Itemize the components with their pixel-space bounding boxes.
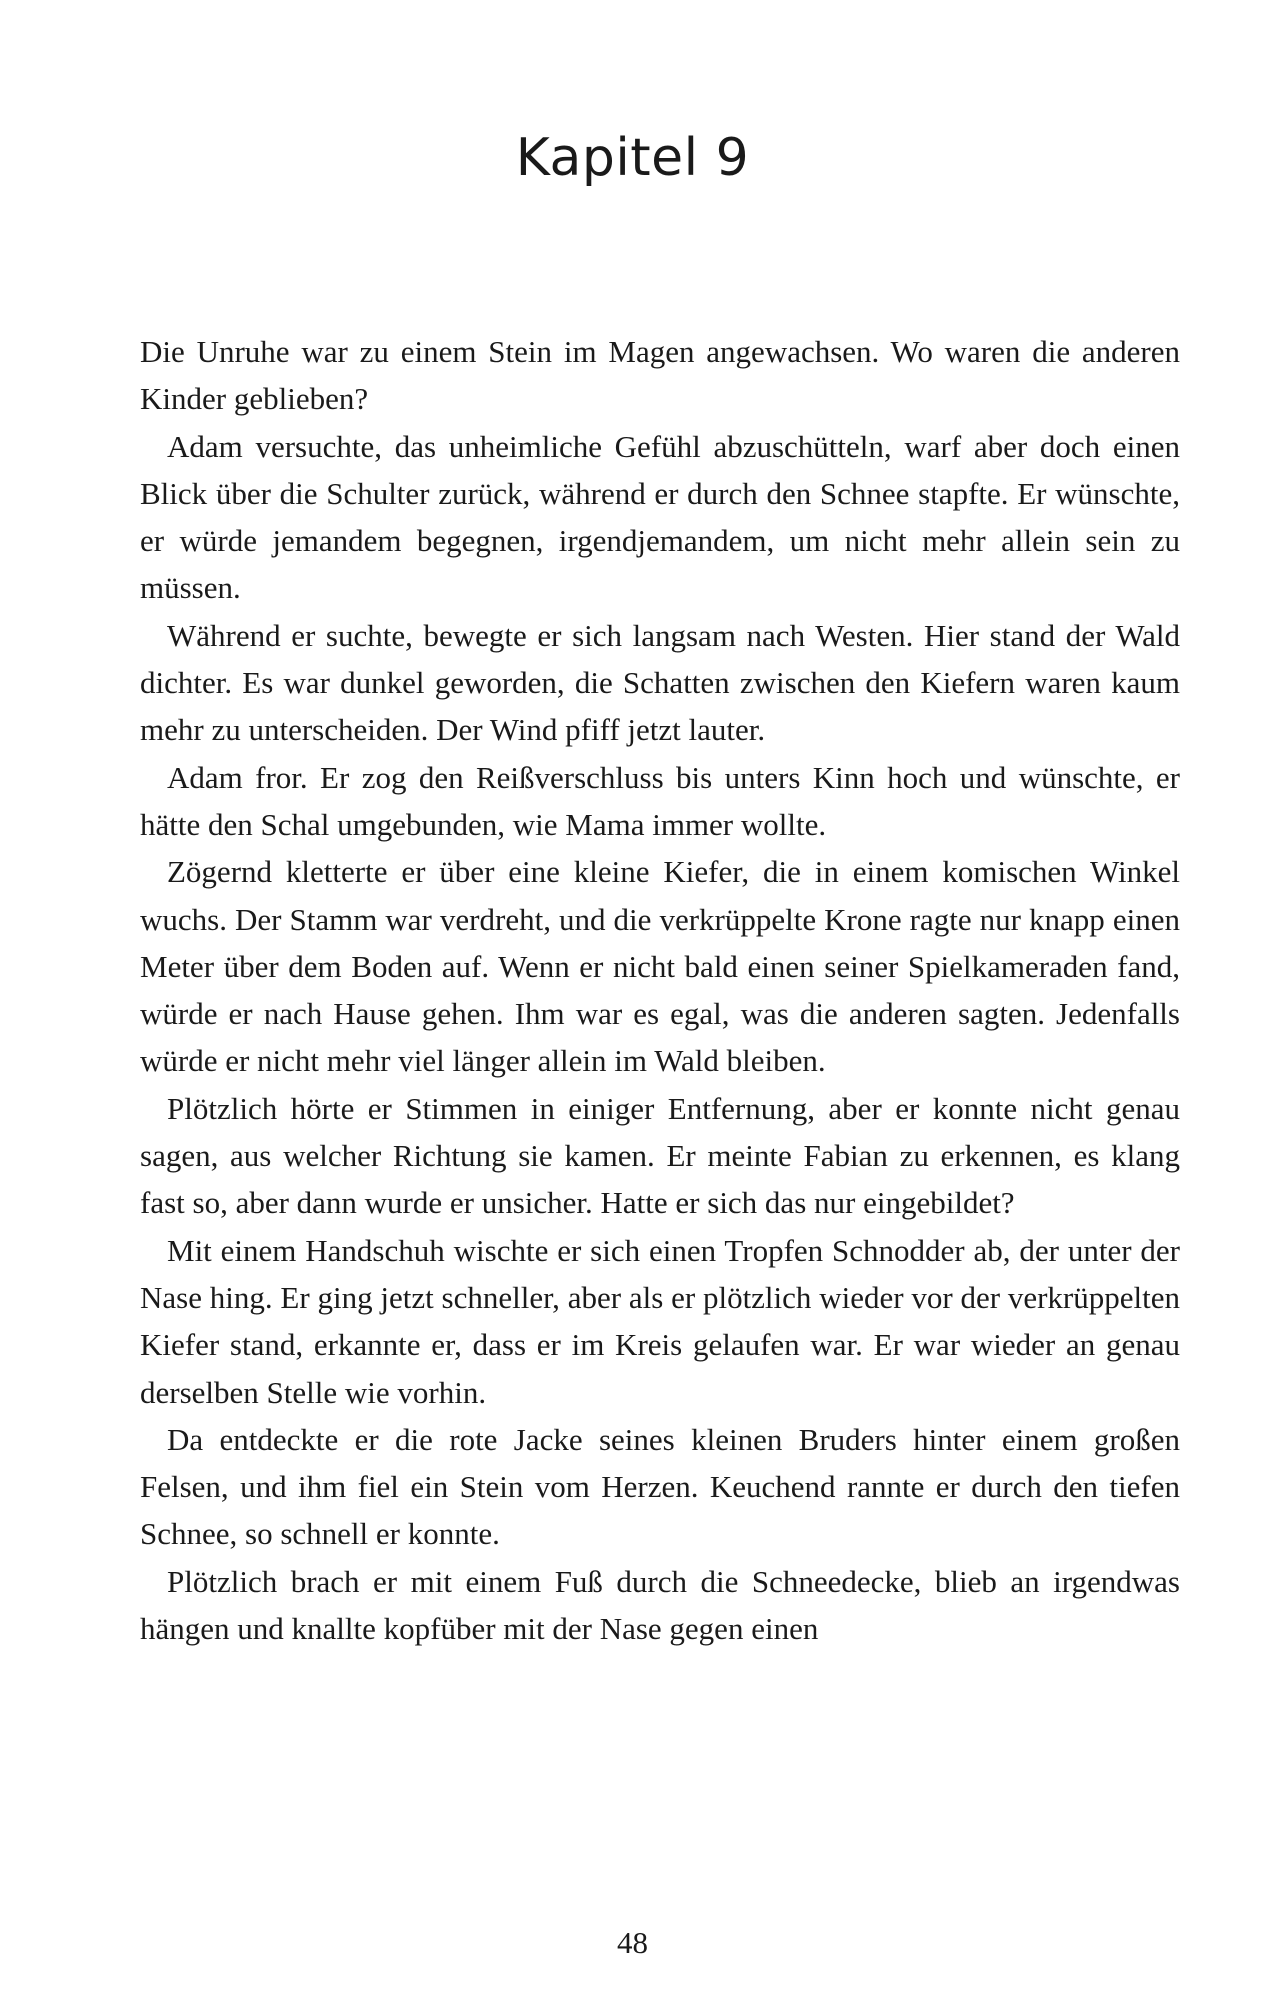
paragraph: Adam fror. Er zog den Reißverschluss bis unters Kinn hoch und wünschte, er hätte den Schal umgebunden, wie Mama immer wollte. (140, 759, 1180, 842)
paragraph: Mit einem Handschuh wischte er sich einen Tropfen Schnodder ab, der unter der Nase hing. Er ging jetzt schneller, aber als er plötzlich wieder vor der verkrüppelten Kiefer stand, erkannte er, dass er im Kreis gelaufen war. Er war wieder an genau derselben Stelle wie vorhin. (140, 1232, 1180, 1410)
paragraph: Die Unruhe war zu einem Stein im Magen angewachsen. Wo waren die anderen Kinder geblieben? (140, 334, 1180, 417)
body-text (140, 328, 1180, 1652)
paragraph: Plötzlich hörte er Stimmen in einiger Entfernung, aber er konnte nicht genau sagen, aus welcher Richtung sie kamen. Er meinte Fabian zu erkennen, es klang fast so, aber dann wurde er unsicher. Hatte er sich das nur eingebildet? (140, 1090, 1180, 1221)
paragraph: Zögernd kletterte er über eine kleine Kiefer, die in einem komischen Winkel wuchs. Der Stamm war verdreht, und die verkrüppelte Krone ragte nur knapp einen Meter über dem Boden auf. Wenn er nicht bald einen seiner Spielkameraden fand, würde er nach Hause gehen. Ihm war es egal, was die anderen sagten. Jedenfalls würde er nicht mehr viel länger allein im Wald bleiben. (140, 854, 1180, 1079)
paragraph: Plötzlich brach er mit einem Fuß durch die Schneedecke, blieb an irgendwas hängen und knallte kopfüber mit der Nase gegen einen (140, 1563, 1180, 1647)
paragraph: Während er suchte, bewegte er sich langsam nach Westen. Hier stand der Wald dichter. Es war dunkel geworden, die Schatten zwischen den Kiefern waren kaum mehr zu unterscheiden. Der Wind pfiff jetzt lauter. (140, 617, 1180, 748)
chapter-title: Kapitel 9 (515, 128, 750, 188)
paragraph: Adam versuchte, das unheimliche Gefühl abzuschütteln, warf aber doch einen Blick über die Schulter zurück, während er durch den Schnee stapfte. Er wünschte, er würde jemandem begegnen, irgendjemandem, um nicht mehr allein sein zu müssen. (140, 428, 1180, 606)
page-number: 48 (617, 1925, 648, 1960)
paragraph: Da entdeckte er die rote Jacke seines kleinen Bruders hinter einem großen Felsen, und ihm fiel ein Stein vom Herzen. Keuchend rannte er durch den tiefen Schnee, so schnell er konnte. (140, 1421, 1180, 1552)
